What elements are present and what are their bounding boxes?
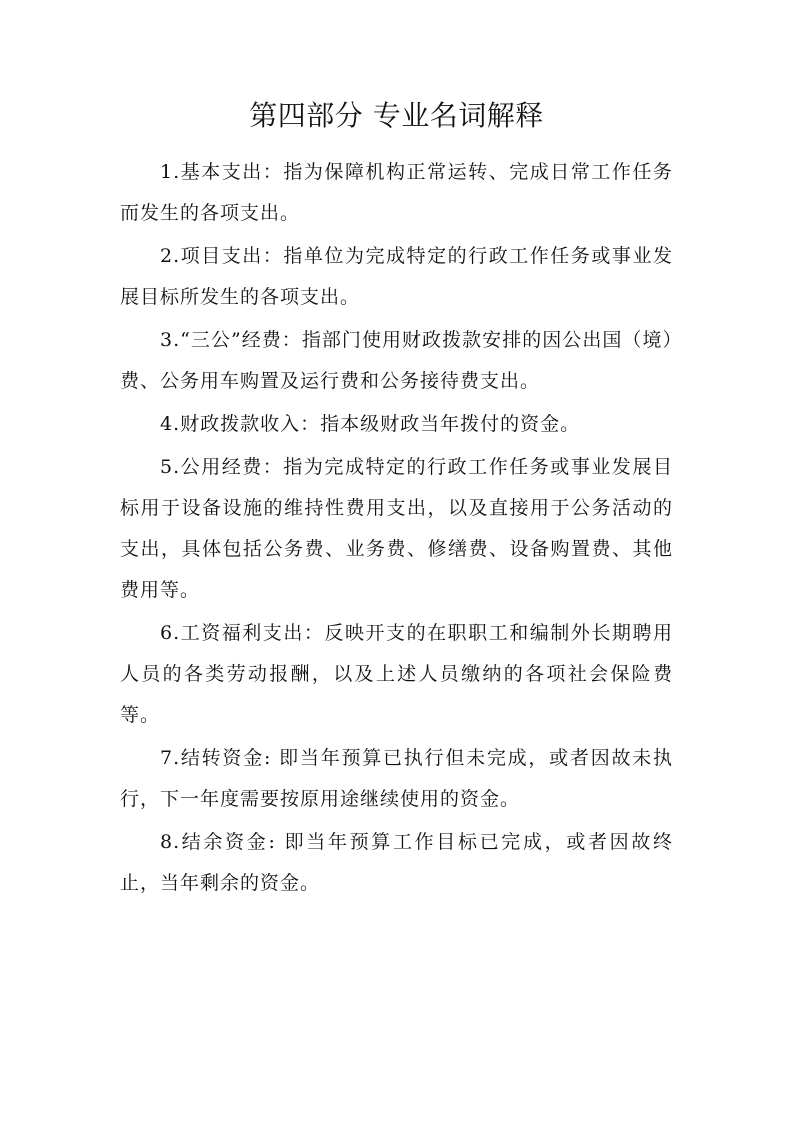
definition-term: 4.财政拨款收入： <box>160 413 321 435</box>
definition-text: 指为完成特定的行政工作任务或事业发展目标用于设备设施的维持性费用支出，以及直接用于公务活动的支出，具体包括公务费、业务费、修缮费、设备购置费、其他费用等。 <box>120 456 673 601</box>
definition-public-funds <box>120 447 673 611</box>
definition-carryover-funds <box>120 738 673 820</box>
definition-fiscal-appropriation-income <box>120 404 673 445</box>
definition-term: 2.项目支出： <box>160 245 284 267</box>
definition-term: 1.基本支出： <box>160 161 284 183</box>
definition-text: 即当年预算工作目标已完成，或者因故终止，当年剩余的资金。 <box>120 831 674 894</box>
definition-project-expenditure <box>120 236 673 318</box>
definition-text: 即当年预算已执行但未完成，或者因故未执行，下一年度需要按原用途继续使用的资金。 <box>120 747 673 810</box>
definition-text: 反映开支的在职职工和编制外长期聘用人员的各类劳动报酬，以及上述人员缴纳的各项社会保险费等。 <box>120 622 673 726</box>
definition-text: 指本级财政当年拨付的资金。 <box>320 413 581 435</box>
definition-term: 5.公用经费： <box>160 456 284 478</box>
definition-term: 6.工资福利支出： <box>160 622 325 644</box>
definition-list <box>120 152 673 904</box>
page-title: 第四部分 专业名词解释 <box>249 99 544 132</box>
definition-text: 指部门使用财政拨款安排的因公出国（境）费、公务用车购置及运行费和公务接待费支出。 <box>120 329 673 392</box>
definition-term: 8.结余资金: <box>160 831 276 853</box>
definition-term: 3.“三公”经费： <box>160 329 302 351</box>
definition-salary-welfare-expenditure <box>120 613 673 736</box>
definition-surplus-funds <box>120 822 673 904</box>
definition-term: 7.结转资金: <box>160 747 272 769</box>
definition-text: 指单位为完成特定的行政工作任务或事业发展目标所发生的各项支出。 <box>120 245 673 308</box>
definition-three-public-expenses <box>120 320 673 402</box>
definition-text: 指为保障机构正常运转、完成日常工作任务而发生的各项支出。 <box>120 161 673 224</box>
definition-basic-expenditure <box>120 152 673 234</box>
